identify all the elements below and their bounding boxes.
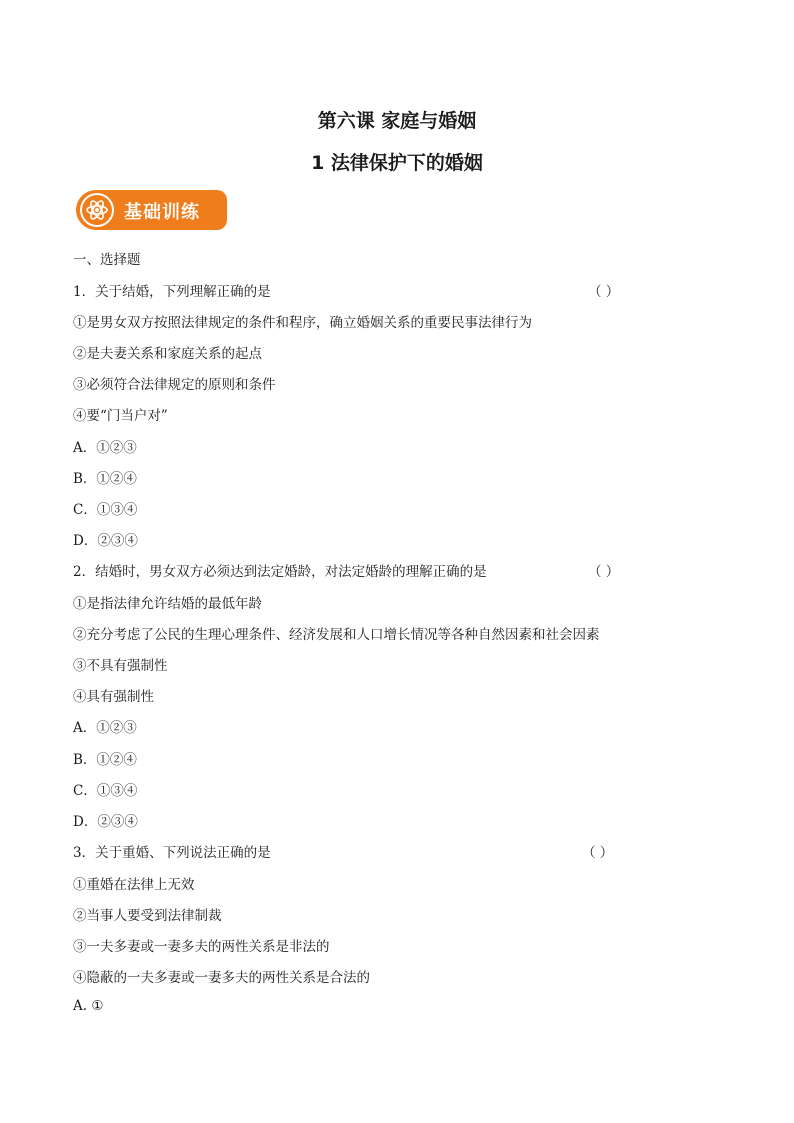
badge-icon-frame bbox=[80, 193, 114, 227]
atom-icon bbox=[82, 195, 112, 225]
statement: ①是指法律允许结婚的最低年龄 bbox=[73, 596, 262, 612]
option: A. ① bbox=[73, 998, 104, 1014]
section-title: 1 法律保护下的婚姻 bbox=[311, 152, 483, 174]
statement: ②是夫妻关系和家庭关系的起点 bbox=[73, 346, 262, 362]
basic-training-badge bbox=[76, 190, 227, 230]
option: B．①②④ bbox=[73, 471, 137, 487]
statement: ②当事人要受到法律制裁 bbox=[73, 908, 222, 924]
question-stem: 1．关于结婚，下列理解正确的是 bbox=[73, 284, 271, 300]
badge-label: 基础训练 bbox=[124, 202, 200, 223]
statement: ①是男女双方按照法律规定的条件和程序，确立婚姻关系的重要民事法律行为 bbox=[73, 315, 532, 331]
statement: ②充分考虑了公民的生理心理条件、经济发展和人口增长情况等各种自然因素和社会因素 bbox=[73, 627, 600, 643]
statement: ③不具有强制性 bbox=[73, 658, 168, 674]
option: C．①③④ bbox=[73, 502, 138, 518]
statement: ③一夫多妻或一妻多夫的两性关系是非法的 bbox=[73, 939, 330, 955]
statement: ④具有强制性 bbox=[73, 689, 154, 705]
option: B．①②④ bbox=[73, 752, 137, 768]
statement: ④隐蔽的一夫多妻或一妻多夫的两性关系是合法的 bbox=[73, 970, 370, 986]
question-stem: 2．结婚时，男女双方必须达到法定婚龄，对法定婚龄的理解正确的是 bbox=[73, 564, 487, 580]
answer-parentheses: （ ） bbox=[588, 564, 620, 580]
statement: ③必须符合法律规定的原则和条件 bbox=[73, 377, 276, 393]
answer-parentheses: （ ） bbox=[582, 845, 614, 861]
option: A．①②③ bbox=[73, 440, 137, 456]
lesson-title: 第六课 家庭与婚姻 bbox=[317, 110, 477, 132]
statement: ④要“门当户对” bbox=[73, 408, 168, 424]
answer-parentheses: （ ） bbox=[588, 284, 620, 300]
option: D．②③④ bbox=[73, 533, 138, 549]
option: D．②③④ bbox=[73, 814, 138, 830]
option: C．①③④ bbox=[73, 783, 138, 799]
question-stem: 3．关于重婚、下列说法正确的是 bbox=[73, 845, 271, 861]
statement: ①重婚在法律上无效 bbox=[73, 877, 195, 893]
section-heading: 一、选择题 bbox=[73, 252, 141, 268]
option: A．①②③ bbox=[73, 720, 137, 736]
